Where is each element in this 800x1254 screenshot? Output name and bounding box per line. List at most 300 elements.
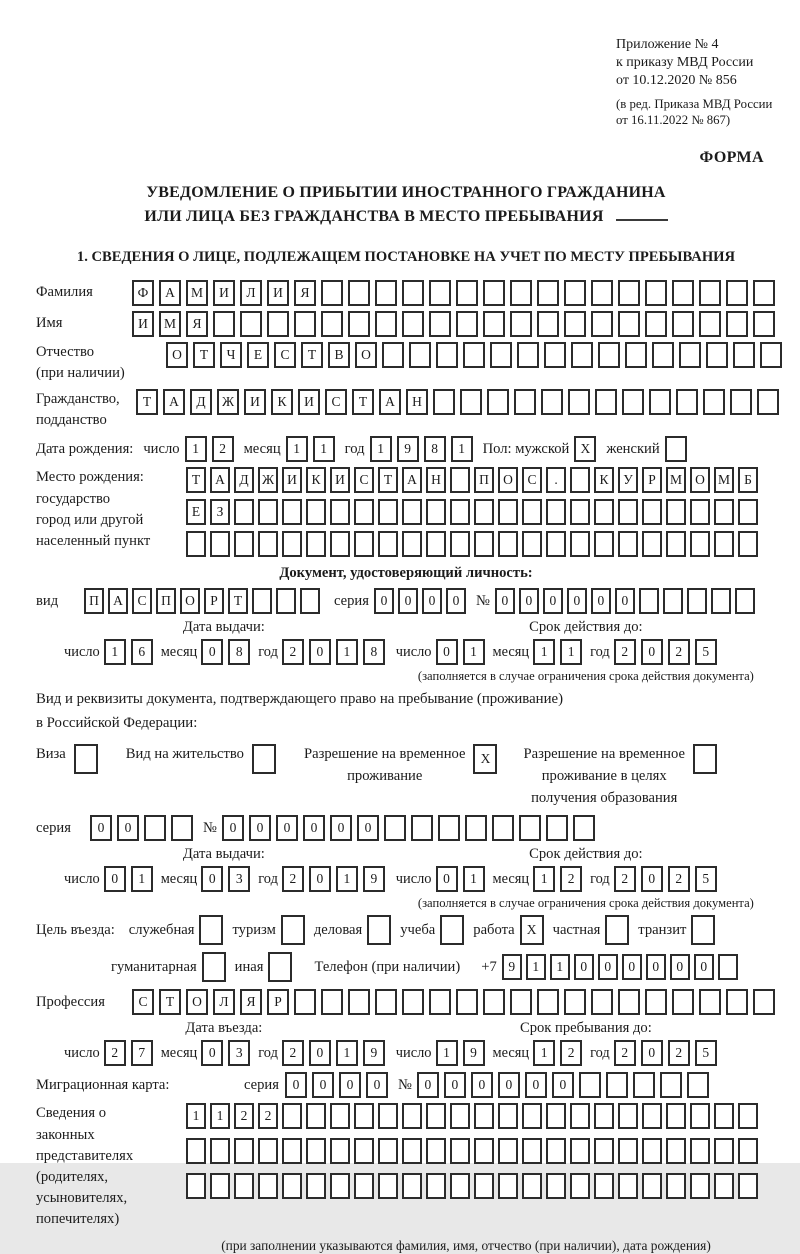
char-cell[interactable] bbox=[375, 989, 397, 1015]
char-cell[interactable]: Я bbox=[240, 989, 262, 1015]
char-cell[interactable] bbox=[738, 1103, 758, 1129]
char-cell[interactable]: Р bbox=[267, 989, 289, 1015]
char-cell[interactable] bbox=[622, 389, 644, 415]
char-cell[interactable] bbox=[706, 342, 728, 368]
char-cell[interactable] bbox=[300, 588, 320, 614]
char-cell[interactable] bbox=[690, 499, 710, 525]
char-cell[interactable] bbox=[672, 989, 694, 1015]
char-cell[interactable] bbox=[691, 915, 715, 945]
char-cell[interactable] bbox=[465, 815, 487, 841]
char-cell[interactable] bbox=[564, 280, 586, 306]
char-cell[interactable]: 1 bbox=[286, 436, 308, 462]
char-cell[interactable] bbox=[594, 1103, 614, 1129]
char-cell[interactable]: 1 bbox=[533, 639, 555, 665]
char-cell[interactable]: П bbox=[474, 467, 494, 493]
char-cell[interactable] bbox=[591, 280, 613, 306]
char-cell[interactable]: 1 bbox=[210, 1103, 230, 1129]
char-cell[interactable]: 0 bbox=[201, 866, 223, 892]
char-cell[interactable] bbox=[570, 1138, 590, 1164]
char-cell[interactable]: Р bbox=[204, 588, 224, 614]
char-cell[interactable] bbox=[282, 1173, 302, 1199]
char-cell[interactable] bbox=[354, 1173, 374, 1199]
char-cell[interactable]: 6 bbox=[131, 639, 153, 665]
char-cell[interactable] bbox=[258, 1138, 278, 1164]
char-cell[interactable] bbox=[474, 1173, 494, 1199]
char-cell[interactable] bbox=[733, 342, 755, 368]
char-cell[interactable] bbox=[436, 342, 458, 368]
char-cell[interactable]: О bbox=[498, 467, 518, 493]
char-cell[interactable] bbox=[760, 342, 782, 368]
char-cell[interactable]: 2 bbox=[614, 866, 636, 892]
char-cell[interactable] bbox=[564, 311, 586, 337]
char-cell[interactable] bbox=[483, 311, 505, 337]
char-cell[interactable]: 0 bbox=[417, 1072, 439, 1098]
char-cell[interactable] bbox=[690, 531, 710, 557]
char-cell[interactable]: 0 bbox=[646, 954, 666, 980]
char-cell[interactable] bbox=[252, 744, 276, 774]
char-cell[interactable] bbox=[738, 499, 758, 525]
char-cell[interactable]: 0 bbox=[552, 1072, 574, 1098]
char-cell[interactable] bbox=[544, 342, 566, 368]
char-cell[interactable] bbox=[570, 499, 590, 525]
char-cell[interactable] bbox=[433, 389, 455, 415]
char-cell[interactable]: 0 bbox=[249, 815, 271, 841]
char-cell[interactable]: 2 bbox=[614, 1040, 636, 1066]
char-cell[interactable]: 1 bbox=[451, 436, 473, 462]
char-cell[interactable]: 0 bbox=[330, 815, 352, 841]
char-cell[interactable]: О bbox=[180, 588, 200, 614]
char-cell[interactable] bbox=[210, 1173, 230, 1199]
char-cell[interactable]: С bbox=[132, 989, 154, 1015]
char-cell[interactable] bbox=[699, 280, 721, 306]
char-cell[interactable] bbox=[714, 1103, 734, 1129]
char-cell[interactable]: 1 bbox=[104, 639, 126, 665]
char-cell[interactable] bbox=[402, 1138, 422, 1164]
char-cell[interactable]: З bbox=[210, 499, 230, 525]
char-cell[interactable]: 2 bbox=[104, 1040, 126, 1066]
char-cell[interactable]: 0 bbox=[670, 954, 690, 980]
char-cell[interactable] bbox=[573, 815, 595, 841]
char-cell[interactable] bbox=[282, 499, 302, 525]
char-cell[interactable]: 5 bbox=[695, 1040, 717, 1066]
char-cell[interactable]: М bbox=[159, 311, 181, 337]
char-cell[interactable] bbox=[687, 1072, 709, 1098]
char-cell[interactable]: К bbox=[594, 467, 614, 493]
char-cell[interactable] bbox=[306, 1173, 326, 1199]
char-cell[interactable]: К bbox=[271, 389, 293, 415]
char-cell[interactable] bbox=[753, 311, 775, 337]
char-cell[interactable]: 0 bbox=[641, 1040, 663, 1066]
char-cell[interactable] bbox=[378, 1138, 398, 1164]
char-cell[interactable] bbox=[240, 311, 262, 337]
char-cell[interactable]: И bbox=[213, 280, 235, 306]
char-cell[interactable] bbox=[679, 342, 701, 368]
char-cell[interactable]: Я bbox=[294, 280, 316, 306]
char-cell[interactable]: 3 bbox=[228, 866, 250, 892]
char-cell[interactable]: Ч bbox=[220, 342, 242, 368]
char-cell[interactable] bbox=[281, 915, 305, 945]
char-cell[interactable] bbox=[276, 588, 296, 614]
char-cell[interactable]: А bbox=[402, 467, 422, 493]
char-cell[interactable] bbox=[753, 989, 775, 1015]
char-cell[interactable] bbox=[306, 1103, 326, 1129]
char-cell[interactable]: 7 bbox=[131, 1040, 153, 1066]
char-cell[interactable]: 0 bbox=[694, 954, 714, 980]
char-cell[interactable]: X bbox=[574, 436, 596, 462]
char-cell[interactable] bbox=[321, 311, 343, 337]
char-cell[interactable] bbox=[546, 531, 566, 557]
char-cell[interactable] bbox=[258, 499, 278, 525]
char-cell[interactable]: 0 bbox=[117, 815, 139, 841]
char-cell[interactable] bbox=[348, 989, 370, 1015]
char-cell[interactable] bbox=[687, 588, 707, 614]
char-cell[interactable]: М bbox=[666, 467, 686, 493]
char-cell[interactable] bbox=[714, 499, 734, 525]
char-cell[interactable]: 2 bbox=[614, 639, 636, 665]
char-cell[interactable] bbox=[429, 989, 451, 1015]
char-cell[interactable] bbox=[633, 1072, 655, 1098]
char-cell[interactable] bbox=[642, 1138, 662, 1164]
char-cell[interactable] bbox=[690, 1103, 710, 1129]
char-cell[interactable]: 0 bbox=[436, 639, 458, 665]
char-cell[interactable]: Т bbox=[186, 467, 206, 493]
char-cell[interactable]: И bbox=[330, 467, 350, 493]
char-cell[interactable] bbox=[625, 342, 647, 368]
char-cell[interactable] bbox=[354, 1103, 374, 1129]
char-cell[interactable]: 0 bbox=[303, 815, 325, 841]
char-cell[interactable] bbox=[711, 588, 731, 614]
char-cell[interactable] bbox=[666, 531, 686, 557]
char-cell[interactable] bbox=[492, 815, 514, 841]
char-cell[interactable]: 8 bbox=[424, 436, 446, 462]
char-cell[interactable]: Т bbox=[228, 588, 248, 614]
char-cell[interactable] bbox=[330, 1138, 350, 1164]
char-cell[interactable] bbox=[605, 915, 629, 945]
char-cell[interactable] bbox=[522, 1103, 542, 1129]
char-cell[interactable]: . bbox=[546, 467, 566, 493]
char-cell[interactable] bbox=[726, 280, 748, 306]
char-cell[interactable]: С bbox=[132, 588, 152, 614]
char-cell[interactable] bbox=[570, 1173, 590, 1199]
char-cell[interactable]: 0 bbox=[285, 1072, 307, 1098]
char-cell[interactable]: А bbox=[163, 389, 185, 415]
char-cell[interactable] bbox=[757, 389, 779, 415]
char-cell[interactable] bbox=[714, 1173, 734, 1199]
char-cell[interactable] bbox=[375, 280, 397, 306]
char-cell[interactable] bbox=[234, 1138, 254, 1164]
char-cell[interactable] bbox=[282, 1103, 302, 1129]
char-cell[interactable] bbox=[252, 588, 272, 614]
char-cell[interactable]: И bbox=[244, 389, 266, 415]
char-cell[interactable]: 1 bbox=[560, 639, 582, 665]
char-cell[interactable]: 0 bbox=[446, 588, 466, 614]
char-cell[interactable] bbox=[541, 389, 563, 415]
char-cell[interactable] bbox=[402, 989, 424, 1015]
char-cell[interactable]: 0 bbox=[201, 1040, 223, 1066]
char-cell[interactable] bbox=[426, 1103, 446, 1129]
char-cell[interactable] bbox=[591, 989, 613, 1015]
char-cell[interactable]: 2 bbox=[258, 1103, 278, 1129]
char-cell[interactable]: Я bbox=[186, 311, 208, 337]
char-cell[interactable]: 2 bbox=[668, 639, 690, 665]
char-cell[interactable]: 0 bbox=[525, 1072, 547, 1098]
char-cell[interactable]: 0 bbox=[591, 588, 611, 614]
char-cell[interactable] bbox=[498, 1103, 518, 1129]
char-cell[interactable] bbox=[598, 342, 620, 368]
char-cell[interactable] bbox=[546, 499, 566, 525]
char-cell[interactable]: 0 bbox=[276, 815, 298, 841]
char-cell[interactable] bbox=[522, 1138, 542, 1164]
char-cell[interactable]: М bbox=[186, 280, 208, 306]
char-cell[interactable]: 0 bbox=[90, 815, 112, 841]
char-cell[interactable] bbox=[409, 342, 431, 368]
char-cell[interactable]: 9 bbox=[502, 954, 522, 980]
char-cell[interactable]: 2 bbox=[282, 866, 304, 892]
char-cell[interactable]: С bbox=[325, 389, 347, 415]
char-cell[interactable] bbox=[490, 342, 512, 368]
char-cell[interactable] bbox=[570, 531, 590, 557]
char-cell[interactable]: 1 bbox=[313, 436, 335, 462]
char-cell[interactable] bbox=[510, 989, 532, 1015]
char-cell[interactable] bbox=[450, 531, 470, 557]
char-cell[interactable] bbox=[660, 1072, 682, 1098]
char-cell[interactable]: 1 bbox=[463, 639, 485, 665]
char-cell[interactable]: Д bbox=[190, 389, 212, 415]
char-cell[interactable]: Ф bbox=[132, 280, 154, 306]
char-cell[interactable]: 0 bbox=[374, 588, 394, 614]
char-cell[interactable] bbox=[402, 280, 424, 306]
char-cell[interactable] bbox=[570, 1103, 590, 1129]
char-cell[interactable] bbox=[456, 280, 478, 306]
char-cell[interactable]: 2 bbox=[282, 1040, 304, 1066]
char-cell[interactable] bbox=[546, 1173, 566, 1199]
char-cell[interactable] bbox=[690, 1138, 710, 1164]
char-cell[interactable] bbox=[375, 311, 397, 337]
char-cell[interactable] bbox=[378, 1173, 398, 1199]
char-cell[interactable]: 0 bbox=[498, 1072, 520, 1098]
char-cell[interactable]: 1 bbox=[533, 1040, 555, 1066]
char-cell[interactable] bbox=[450, 467, 470, 493]
char-cell[interactable] bbox=[426, 499, 446, 525]
char-cell[interactable] bbox=[498, 1173, 518, 1199]
char-cell[interactable] bbox=[463, 342, 485, 368]
char-cell[interactable]: 1 bbox=[526, 954, 546, 980]
char-cell[interactable]: Т bbox=[378, 467, 398, 493]
char-cell[interactable] bbox=[306, 499, 326, 525]
char-cell[interactable]: У bbox=[618, 467, 638, 493]
char-cell[interactable] bbox=[474, 531, 494, 557]
char-cell[interactable] bbox=[186, 1173, 206, 1199]
char-cell[interactable] bbox=[618, 989, 640, 1015]
char-cell[interactable] bbox=[429, 311, 451, 337]
char-cell[interactable] bbox=[378, 499, 398, 525]
char-cell[interactable]: 2 bbox=[234, 1103, 254, 1129]
char-cell[interactable] bbox=[384, 815, 406, 841]
char-cell[interactable]: 2 bbox=[560, 866, 582, 892]
char-cell[interactable]: С bbox=[522, 467, 542, 493]
char-cell[interactable]: П bbox=[156, 588, 176, 614]
char-cell[interactable] bbox=[426, 1138, 446, 1164]
char-cell[interactable]: 1 bbox=[370, 436, 392, 462]
char-cell[interactable] bbox=[382, 342, 404, 368]
char-cell[interactable] bbox=[426, 1173, 446, 1199]
char-cell[interactable] bbox=[282, 1138, 302, 1164]
char-cell[interactable] bbox=[703, 389, 725, 415]
char-cell[interactable] bbox=[522, 499, 542, 525]
char-cell[interactable] bbox=[618, 1138, 638, 1164]
char-cell[interactable]: 2 bbox=[560, 1040, 582, 1066]
char-cell[interactable]: О bbox=[166, 342, 188, 368]
char-cell[interactable] bbox=[642, 1103, 662, 1129]
char-cell[interactable]: 0 bbox=[104, 866, 126, 892]
char-cell[interactable]: О bbox=[186, 989, 208, 1015]
char-cell[interactable] bbox=[594, 499, 614, 525]
char-cell[interactable] bbox=[234, 1173, 254, 1199]
char-cell[interactable] bbox=[186, 531, 206, 557]
char-cell[interactable] bbox=[642, 1173, 662, 1199]
char-cell[interactable] bbox=[456, 311, 478, 337]
char-cell[interactable]: 0 bbox=[622, 954, 642, 980]
char-cell[interactable] bbox=[321, 280, 343, 306]
char-cell[interactable]: 0 bbox=[222, 815, 244, 841]
char-cell[interactable] bbox=[186, 1138, 206, 1164]
char-cell[interactable]: 1 bbox=[336, 1040, 358, 1066]
char-cell[interactable] bbox=[666, 1173, 686, 1199]
char-cell[interactable] bbox=[438, 815, 460, 841]
char-cell[interactable]: А bbox=[159, 280, 181, 306]
char-cell[interactable] bbox=[546, 1138, 566, 1164]
char-cell[interactable] bbox=[618, 499, 638, 525]
char-cell[interactable] bbox=[510, 280, 532, 306]
char-cell[interactable] bbox=[735, 588, 755, 614]
char-cell[interactable] bbox=[546, 815, 568, 841]
char-cell[interactable]: 0 bbox=[398, 588, 418, 614]
char-cell[interactable] bbox=[487, 389, 509, 415]
char-cell[interactable]: 9 bbox=[397, 436, 419, 462]
char-cell[interactable] bbox=[594, 1173, 614, 1199]
char-cell[interactable]: О bbox=[355, 342, 377, 368]
char-cell[interactable]: 0 bbox=[357, 815, 379, 841]
char-cell[interactable] bbox=[652, 342, 674, 368]
char-cell[interactable]: 1 bbox=[336, 866, 358, 892]
char-cell[interactable] bbox=[474, 1103, 494, 1129]
char-cell[interactable] bbox=[570, 467, 590, 493]
char-cell[interactable] bbox=[483, 280, 505, 306]
char-cell[interactable]: А bbox=[108, 588, 128, 614]
char-cell[interactable] bbox=[330, 1173, 350, 1199]
char-cell[interactable] bbox=[267, 311, 289, 337]
char-cell[interactable] bbox=[321, 989, 343, 1015]
char-cell[interactable] bbox=[568, 389, 590, 415]
char-cell[interactable] bbox=[665, 436, 687, 462]
char-cell[interactable]: X bbox=[473, 744, 497, 774]
char-cell[interactable]: М bbox=[714, 467, 734, 493]
char-cell[interactable] bbox=[306, 531, 326, 557]
char-cell[interactable] bbox=[618, 531, 638, 557]
char-cell[interactable]: 0 bbox=[641, 639, 663, 665]
char-cell[interactable] bbox=[450, 1138, 470, 1164]
char-cell[interactable] bbox=[519, 815, 541, 841]
char-cell[interactable] bbox=[537, 311, 559, 337]
char-cell[interactable] bbox=[330, 531, 350, 557]
char-cell[interactable]: 0 bbox=[641, 866, 663, 892]
char-cell[interactable] bbox=[645, 280, 667, 306]
char-cell[interactable] bbox=[738, 1138, 758, 1164]
char-cell[interactable] bbox=[618, 311, 640, 337]
char-cell[interactable]: 2 bbox=[212, 436, 234, 462]
char-cell[interactable] bbox=[378, 531, 398, 557]
char-cell[interactable] bbox=[639, 588, 659, 614]
char-cell[interactable] bbox=[402, 499, 422, 525]
char-cell[interactable]: 0 bbox=[312, 1072, 334, 1098]
char-cell[interactable] bbox=[144, 815, 166, 841]
char-cell[interactable] bbox=[348, 311, 370, 337]
char-cell[interactable]: К bbox=[306, 467, 326, 493]
char-cell[interactable] bbox=[666, 1138, 686, 1164]
char-cell[interactable] bbox=[429, 280, 451, 306]
char-cell[interactable]: 1 bbox=[131, 866, 153, 892]
char-cell[interactable] bbox=[294, 311, 316, 337]
char-cell[interactable]: 0 bbox=[201, 639, 223, 665]
char-cell[interactable] bbox=[522, 531, 542, 557]
char-cell[interactable] bbox=[258, 1173, 278, 1199]
char-cell[interactable]: Е bbox=[247, 342, 269, 368]
char-cell[interactable] bbox=[411, 815, 433, 841]
char-cell[interactable] bbox=[618, 280, 640, 306]
char-cell[interactable]: 1 bbox=[533, 866, 555, 892]
char-cell[interactable] bbox=[693, 744, 717, 774]
char-cell[interactable]: Н bbox=[426, 467, 446, 493]
char-cell[interactable] bbox=[483, 989, 505, 1015]
char-cell[interactable] bbox=[202, 952, 226, 982]
char-cell[interactable] bbox=[402, 531, 422, 557]
char-cell[interactable] bbox=[258, 531, 278, 557]
char-cell[interactable]: 0 bbox=[519, 588, 539, 614]
char-cell[interactable] bbox=[642, 531, 662, 557]
char-cell[interactable] bbox=[234, 499, 254, 525]
char-cell[interactable] bbox=[450, 1173, 470, 1199]
char-cell[interactable]: 0 bbox=[444, 1072, 466, 1098]
char-cell[interactable]: С bbox=[274, 342, 296, 368]
char-cell[interactable] bbox=[645, 311, 667, 337]
char-cell[interactable]: И bbox=[132, 311, 154, 337]
char-cell[interactable] bbox=[199, 915, 223, 945]
char-cell[interactable]: Л bbox=[213, 989, 235, 1015]
char-cell[interactable] bbox=[546, 1103, 566, 1129]
char-cell[interactable] bbox=[498, 1138, 518, 1164]
char-cell[interactable]: 0 bbox=[339, 1072, 361, 1098]
char-cell[interactable] bbox=[672, 311, 694, 337]
char-cell[interactable] bbox=[402, 311, 424, 337]
char-cell[interactable]: Р bbox=[642, 467, 662, 493]
char-cell[interactable] bbox=[234, 531, 254, 557]
char-cell[interactable]: Л bbox=[240, 280, 262, 306]
char-cell[interactable] bbox=[718, 954, 738, 980]
char-cell[interactable] bbox=[594, 531, 614, 557]
char-cell[interactable] bbox=[666, 499, 686, 525]
char-cell[interactable]: 0 bbox=[422, 588, 442, 614]
char-cell[interactable] bbox=[74, 744, 98, 774]
char-cell[interactable]: 8 bbox=[228, 639, 250, 665]
char-cell[interactable] bbox=[594, 1138, 614, 1164]
char-cell[interactable] bbox=[753, 280, 775, 306]
char-cell[interactable] bbox=[571, 342, 593, 368]
char-cell[interactable]: И bbox=[298, 389, 320, 415]
char-cell[interactable] bbox=[618, 1103, 638, 1129]
char-cell[interactable]: Т bbox=[193, 342, 215, 368]
char-cell[interactable]: Т bbox=[159, 989, 181, 1015]
char-cell[interactable] bbox=[460, 389, 482, 415]
